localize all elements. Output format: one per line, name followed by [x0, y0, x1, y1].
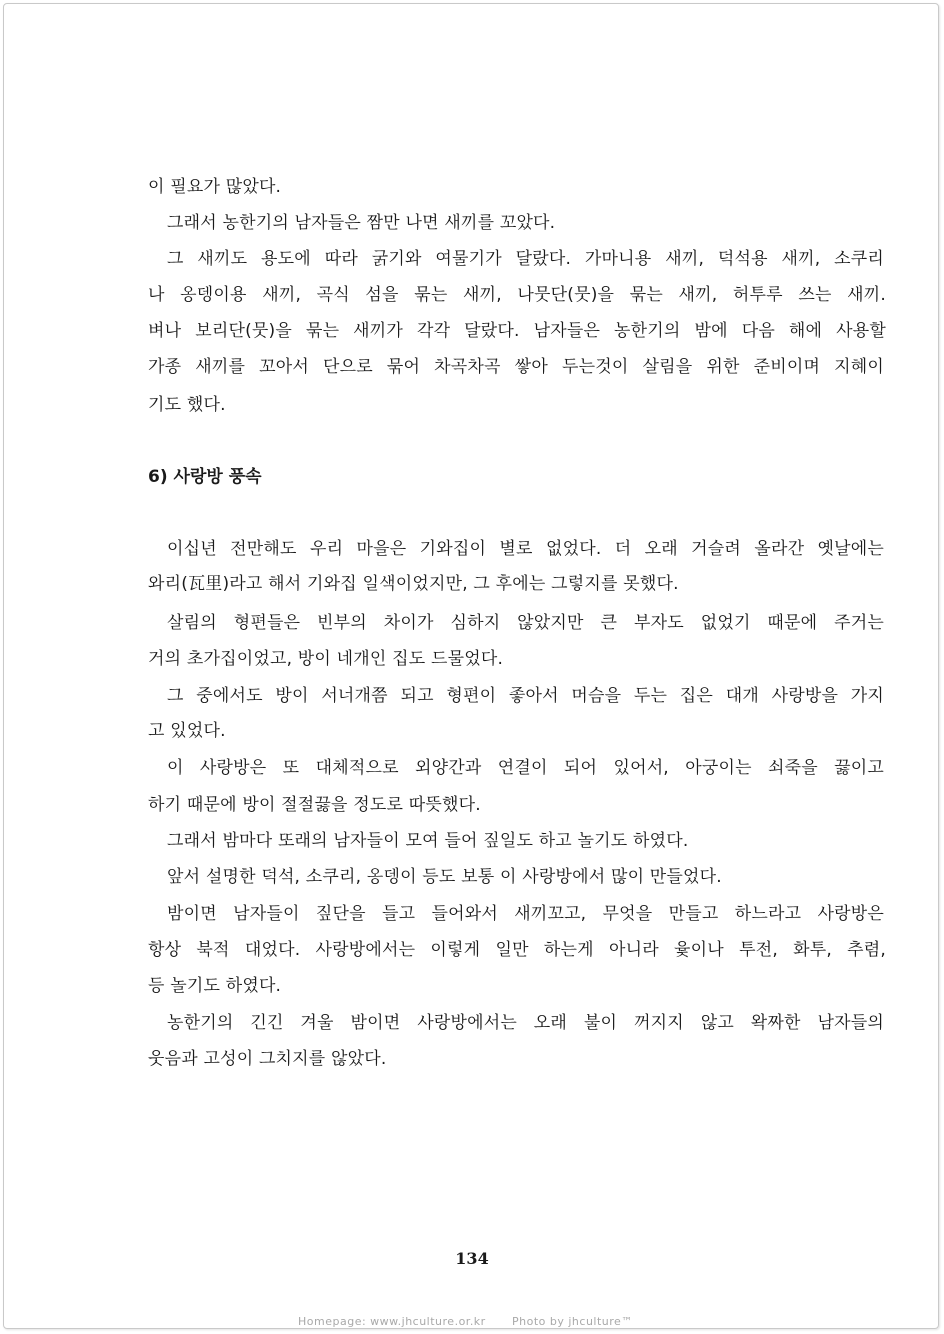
text-line: 살림의 형편들은 빈부의 차이가 심하지 않았지만 큰 부자도 없었기 때문에 주거는: [167, 613, 884, 633]
text-line: 고 있었다.: [148, 721, 226, 741]
text-line: 농한기의 긴긴 겨울 밤이면 사랑방에서는 오래 불이 꺼지지 않고 왁짜한 남자들의: [167, 1013, 884, 1033]
text-line: 그 중에서도 방이 서너개쯤 되고 형편이 좋아서 머슴을 두는 집은 대개 사랑방을 가지: [167, 686, 884, 706]
text-line: 하기 때문에 방이 절절끓을 정도로 따뜻했다.: [148, 795, 481, 815]
text-line: 항상 북적 대었다. 사랑방에서는 이렇게 일만 하는게 아니라 윷이나 투전, 화투, 추렴,: [148, 940, 886, 960]
text-line: 기도 했다.: [148, 395, 226, 415]
text-line: 거의 초가집이었고, 방이 네개인 집도 드물었다.: [148, 649, 504, 669]
text-line: 이 필요가 많았다.: [148, 177, 282, 197]
text-line: 등 놀기도 하였다.: [148, 976, 282, 996]
text-line: 앞서 설명한 덕석, 소쿠리, 옹뎅이 등도 보통 이 사랑방에서 많이 만들었다.: [167, 867, 722, 887]
text-line: 가종 새끼를 꼬아서 단으로 묶어 차곡차곡 쌓아 두는것이 살림을 위한 준비이며 지혜이: [148, 357, 884, 377]
photo-credit: Photo by jhculture™: [512, 1315, 633, 1328]
text-line: 이십년 전만해도 우리 마을은 기와집이 별로 없었다. 더 오래 거슬려 올라간 옛날에는: [167, 539, 884, 559]
text-line: 이 사랑방은 또 대체적으로 외양간과 연결이 되어 있어서, 아궁이는 쇠죽을 끓이고: [167, 758, 884, 778]
homepage-text: Homepage: www.jhculture.or.kr: [298, 1315, 486, 1328]
text-line: 벼나 보리단(뭇)을 묶는 새끼가 각각 달랐다. 남자들은 농한기의 밤에 다음 해에 사용할: [148, 321, 886, 341]
page-number: 134: [455, 1249, 489, 1268]
text-line: 웃음과 고성이 그치지를 않았다.: [148, 1049, 387, 1069]
section-heading: 6) 사랑방 풍속: [148, 467, 262, 487]
text-line: 그래서 농한기의 남자들은 짬만 나면 새끼를 꼬았다.: [167, 213, 556, 233]
text-line: 밤이면 남자들이 짚단을 들고 들어와서 새끼꼬고, 무엇을 만들고 하느라고 사랑방은: [167, 904, 884, 924]
text-line: 그래서 밤마다 또래의 남자들이 모여 들어 짚일도 하고 놀기도 하였다.: [167, 831, 689, 851]
footer: [0, 1314, 944, 1332]
text-line: 그 새끼도 용도에 따라 굵기와 여물기가 달랐다. 가마니용 새끼, 덕석용 새끼, 소쿠리: [167, 249, 884, 269]
text-line: 와리(瓦里)라고 해서 기와집 일색이었지만, 그 후에는 그렇지를 못했다.: [148, 574, 679, 594]
text-line: 나 옹뎅이용 새끼, 곡식 섬을 묶는 새끼, 나뭇단(뭇)을 묶는 새끼, 허투루 쓰는 새끼.: [148, 285, 886, 305]
